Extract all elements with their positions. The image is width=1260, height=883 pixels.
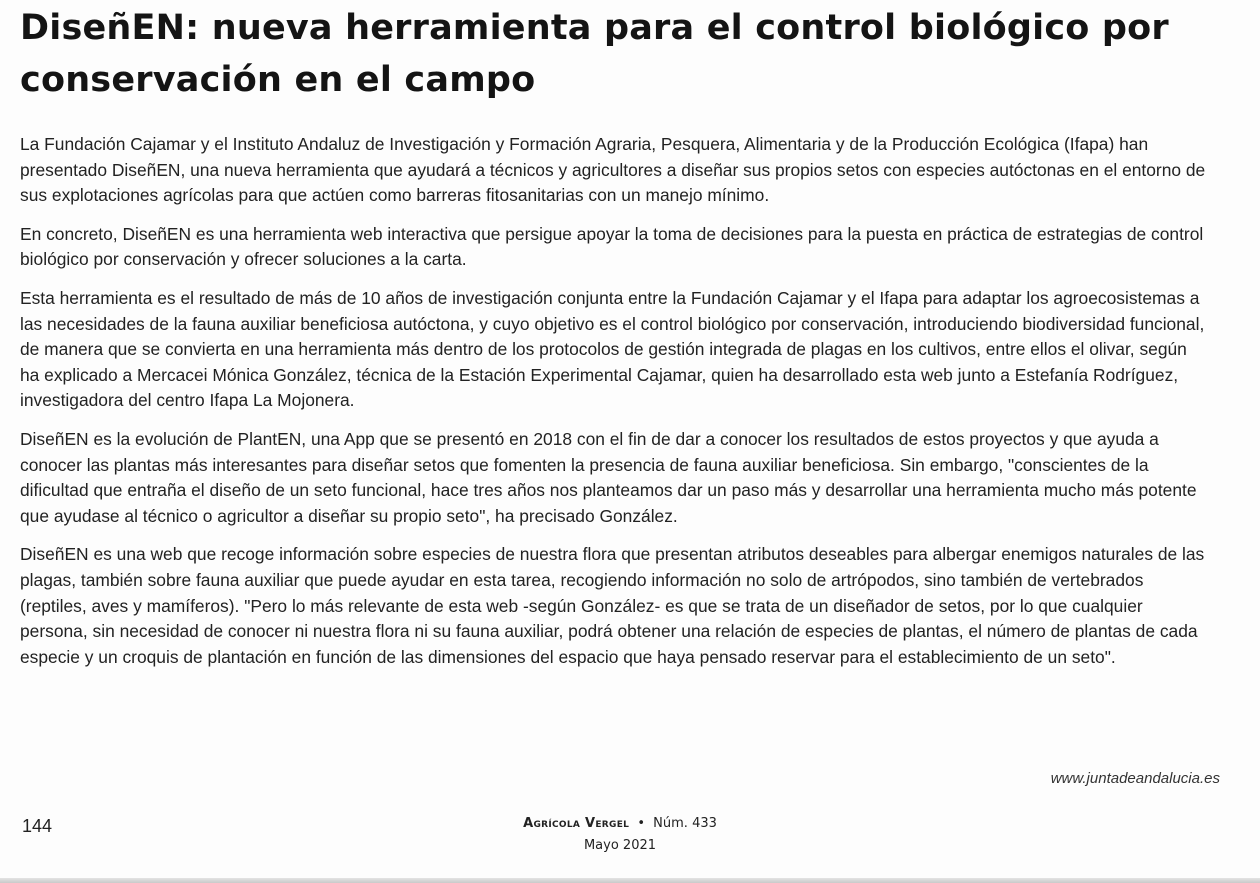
article-paragraph: La Fundación Cajamar y el Instituto Andaluz de Investigación y Formación Agraria, Pesquera, Alimentaria y de la Producción Ecológica (Ifapa) han presentado DiseñEN, una nueva herramienta que ayudará a técnicos y agricultores a diseñar sus propios setos con especies autóctonas en el entorno de sus explotaciones agrícolas para que actúen como barreras fitosanitarias con un manejo mínimo. — [20, 134, 1206, 206]
article-body — [20, 132, 1210, 683]
scan-edge — [0, 878, 1260, 883]
publication-name: Agrícola Vergel — [523, 816, 630, 831]
page-number: 144 — [22, 816, 53, 836]
publication-line — [0, 813, 1240, 835]
publication-footer — [0, 813, 1240, 857]
article-paragraph: DiseñEN es la evolución de PlantEN, una App que se presentó en 2018 con el fin de dar a conocer los resultados de estos proyectos y que ayuda a conocer las plantas más interesantes para diseñar setos que fomenten la presencia de fauna auxiliar beneficiosa. Sin embargo, "conscientes de la dificultad que entraña el diseño de un seto funcional, hace tres años nos planteamos dar un paso más y desarrollar una herramienta mucho más potente que ayudase al técnico o agricultor a diseñar su propio seto", ha precisado González. — [20, 428, 1197, 526]
issue-number: Núm. 433 — [653, 816, 717, 831]
article-paragraph: Esta herramienta es el resultado de más de 10 años de investigación conjunta entre la Fundación Cajamar y el Ifapa para adaptar los agroecosistemas a las necesidades de la fauna auxiliar beneficiosa autóctona, y cuyo objetivo es el control biológico por conservación, introduciendo biodiversidad funcional, de manera que se convierta en una herramienta más dentro de los protocolos de gestión integrada de plagas en los cultivos, entre ellos el olivar, según ha explicado a Mercacei Mónica González, técnica de la Estación Experimental Cajamar, quien ha desarrollado esta web junto a Estefanía Rodríguez, investigadora del centro Ifapa La Mojonera. — [20, 287, 1205, 411]
issue-date: Mayo 2021 — [583, 838, 657, 853]
article-paragraph: DiseñEN es una web que recoge información sobre especies de nuestra flora que presentan atributos deseables para albergar enemigos naturales de las plagas, también sobre fauna auxiliar que puede ayudar en esta tarea, recogiendo información no solo de artrópodos, sino también de vertebrados (reptiles, aves y mamíferos). "Pero lo más relevante de esta web -según González- es que se trata de un diseñador de setos, por lo que cualquier persona, sin necesidad de conocer ni nuestra flora ni su fauna auxiliar, podrá obtener una relación de especies de plantas, el número de plantas de cada especie y un croquis de plantación en función de las dimensiones del espacio que haya pensado reservar para el establecimiento de un seto". — [20, 544, 1205, 667]
article-title: DiseñEN: nueva herramienta para el control biológico por conservación en el campo — [20, 8, 1169, 100]
article-paragraph: En concreto, DiseñEN es una herramienta web interactiva que persigue apoyar la toma de decisiones para la puesta en práctica de estrategias de control biológico por conservación y ofrecer soluciones a la carta. — [20, 223, 1204, 270]
source-credit: www.juntadeandalucia.es — [1050, 770, 1220, 787]
footer-separator: • — [637, 816, 646, 831]
